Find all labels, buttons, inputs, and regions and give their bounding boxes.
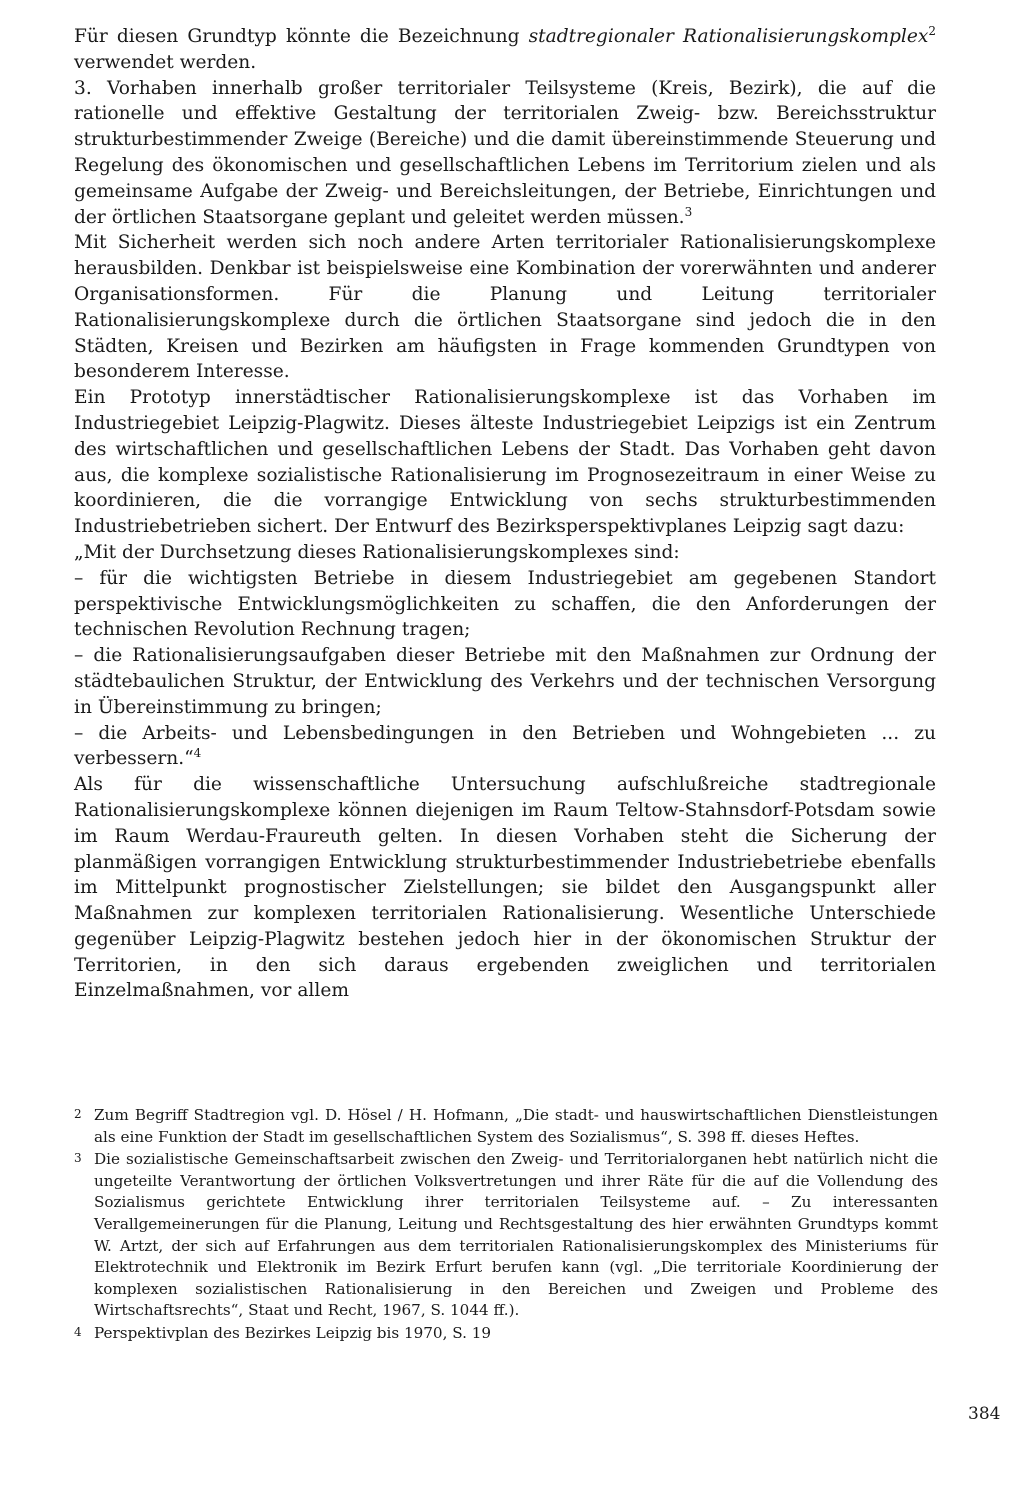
quote-intro: „Mit der Durchsetzung dieses Rationalisierungskomplexes sind: — [74, 541, 680, 563]
page-number: 384 — [968, 1404, 1001, 1424]
footnote-text: Perspektivplan des Bezirkes Leipzig bis 1970, S. 19 — [94, 1323, 492, 1342]
footnote-3 — [74, 1148, 938, 1322]
quote-item-3 — [74, 721, 936, 773]
footnote-number: 2 — [74, 1107, 82, 1121]
quote-item-3-text: – die Arbeits- und Lebensbedingungen in den Betrieben und Wohngebieten ... zu verbessern.“ — [74, 722, 936, 770]
paragraph-5: Als für die wissenschaftliche Untersuchung aufschlußreiche stadtregionale Rationalisierungskomplexe können diejenigen im Raum Teltow-Stahnsdorf-Potsdam sowie im Raum Werdau-Fraureuth gelten. In diesen Vorhaben steht die Sicherung der planmäßigen vorrangigen Entwicklung strukturbestimmender Industriebetriebe ebenfalls im Mittelpunkt prognostischer Zielstellungen; sie bildet den Ausgangspunkt aller Maßnahmen zur komplexen territorialen Rationalisierung. Wesentliche Unterschiede gegenüber Leipzig-Plagwitz bestehen jedoch hier in der ökonomischen Struktur der Territorien, in den sich daraus ergebenden zweiglichen und territorialen Einzelmaßnahmen, vor allem — [74, 774, 936, 1002]
paragraph-1-suffix: verwendet werden. — [74, 51, 257, 73]
paragraph-2 — [74, 76, 936, 231]
footnote-text: Die sozialistische Gemeinschaftsarbeit zwischen den Zweig- und Territorialorganen hebt natürlich nicht die ungeteilte Verantwortung der örtlichen Volksvertretungen und ihrer Räte für die auf die Vollendung des Sozialismus gerichtete Entwicklung ihrer territorialen Teilsysteme auf. – Zu interessanten Verallgemeinerungen für die Planung, Leitung und Rechtsgestaltung des hier erwähnten Grundtyps kommt W. Artzt, der sich auf Erfahrungen aus dem territorialen Rationalisierungskomplex des Ministeriums für Elektrotechnik und Elektronik im Bezirk Erfurt berufen kann (vgl. „Die territoriale Koordinierung der komplexen sozialistischen Rationalisierung in den Bereichen und Zweigen und Probleme des Wirtschaftsrechts“, Staat und Recht, 1967, S. 1044 ff.). — [94, 1150, 938, 1320]
paragraph-2-text: 3. Vorhaben innerhalb großer territorialer Teilsysteme (Kreis, Bezirk), die auf die rationelle und effektive Gestaltung der territorialen Zweig- bzw. Bereichsstruktur strukturbestimmender Zweige (Bereiche) und die damit übereinstimmende Steuerung und Regelung des ökonomischen und gesellschaftlichen Lebens im Territorium zielen und als gemeinsame Aufgabe der Zweig- und Bereichsleitungen, der Betriebe, Einrichtungen und der örtlichen Staatsorgane geplant und geleitet werden müssen. — [74, 77, 936, 228]
footnote-2 — [74, 1104, 938, 1148]
quote-item-2: – die Rationalisierungsaufgaben dieser Betriebe mit den Maßnahmen zur Ordnung der städtebaulichen Struktur, der Entwicklung des Verkehrs und der technischen Versorgung in Übereinstimmung zu bringen; — [74, 645, 936, 718]
paragraph-3: Mit Sicherheit werden sich noch andere Arten territorialer Rationalisierungskomplexe herausbilden. Denkbar ist beispielsweise eine Kombination der vorerwähnten und anderer Organisationsformen. Für die Planung und Leitung territorialer Rationalisierungskomplexe durch die örtlichen Staatsorgane sind jedoch die in den Städten, Kreisen und Bezirken am häufigsten in Frage kommenden Grundtypen von besonderem Interesse. — [74, 232, 936, 383]
footnote-number: 3 — [74, 1151, 82, 1166]
paragraph-4: Ein Prototyp innerstädtischer Rationalisierungskomplexe ist das Vorhaben im Industriegebiet Leipzig-Plagwitz. Dieses älteste Industriegebiet Leipzigs ist ein Zentrum des wirtschaftlichen und gesellschaftlichen Lebens der Stadt. Das Vorhaben geht davon aus, die komplexe sozialistische Rationalisierung im Prognosezeitraum in einer Weise zu koordinieren, die die vorrangige Entwicklung von sechs strukturbestimmenden Industriebetrieben sichert. Der Entwurf des Bezirksperspektivplanes Leipzig sagt dazu: — [74, 387, 936, 538]
footnote-ref-2[interactable]: 2 — [928, 23, 936, 38]
footnotes — [74, 1104, 938, 1345]
body-text — [74, 24, 936, 1004]
paragraph-1 — [74, 24, 936, 76]
footnote-ref-4[interactable]: 4 — [193, 746, 202, 761]
quote-item-1: – für die wichtigsten Betriebe in diesem Industriegebiet am gegebenen Standort perspektivische Entwicklungsmöglichkeiten zu schaffen, die den Anforderungen der technischen Revolution Rechnung tragen; — [74, 567, 936, 641]
footnote-text: Zum Begriff Stadtregion vgl. D. Hösel / H. Hofmann, „Die stadt- und hauswirtschaftlichen Dienstleistungen als eine Funktion der Stadt im gesellschaftlichen System des Sozialismus“, S. 398 ff. dieses Heftes. — [94, 1106, 938, 1146]
footnote-number: 4 — [74, 1324, 82, 1339]
paragraph-1-term: stadtregionaler Rationalisierungskomplex — [528, 26, 929, 47]
paragraph-1-prefix: Für diesen Grundtyp könnte die Bezeichnung — [74, 26, 529, 47]
footnote-4 — [74, 1322, 938, 1345]
footnote-ref-3[interactable]: 3 — [684, 204, 693, 219]
